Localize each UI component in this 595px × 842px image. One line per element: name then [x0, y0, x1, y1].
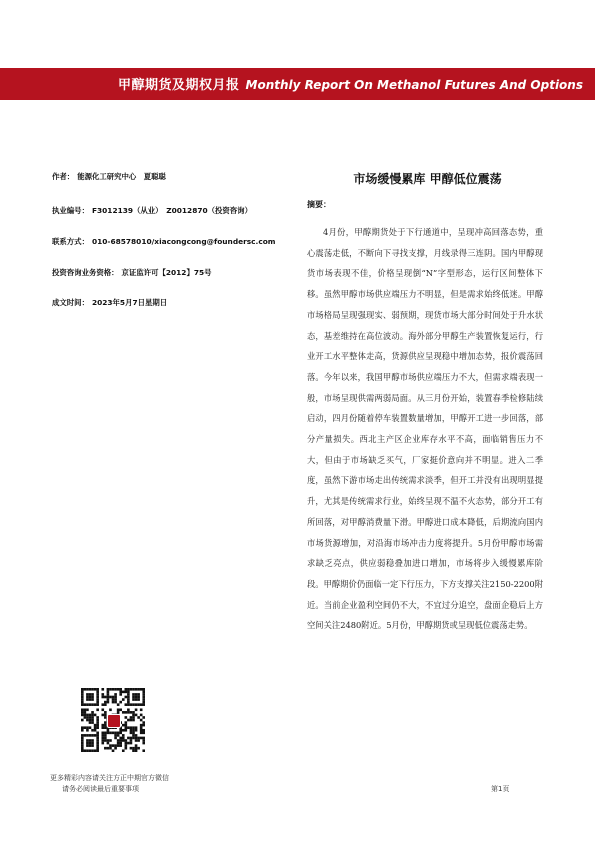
qualification-value: 京证监许可【2012】75号 [121, 268, 212, 277]
contact-label: 联系方式： [52, 237, 89, 246]
banner-title-en: Monthly Report On Methanol Futures And Options [245, 78, 583, 92]
header-banner [0, 68, 595, 100]
author-value: 能源化工研究中心 夏聪聪 [77, 172, 166, 181]
report-title: 市场缓慢累库 甲醇低位震荡 [353, 172, 502, 186]
disclaimer-note: 请务必阅读最后重要事项 [62, 785, 139, 793]
date-label: 成文时间： [52, 298, 89, 307]
page-number: 第1页 [491, 785, 510, 793]
date-value: 2023年5月7日星期日 [91, 298, 168, 307]
license-value: F3012139（从业） Z0012870（投资咨询） [91, 206, 252, 215]
contact-line [52, 236, 276, 247]
abstract-label: 摘要： [307, 200, 331, 209]
license-label: 执业编号： [52, 206, 89, 215]
contact-value: 010-68578010/xiacongcong@foundersc.com [91, 237, 276, 246]
author-label: 作者： [52, 172, 75, 181]
license-line [52, 205, 252, 216]
wechat-note: 更多精彩内容请关注方正中期官方微信 [50, 774, 169, 782]
abstract-text: 4月份，甲醇期货处于下行通道中，呈现冲高回落态势，重心震荡走低，不断向下寻找支撑，月线录得三连阴。国内甲醇现货市场表现不佳，价格呈现倒“N”字型形态，运行区间整体下移。虽然甲醇市场供应端压力不明显，但是需求始终低迷。甲醇市场格局呈现强现实、弱预期，现货市场大部分时间处于升水状态，基差维持在高位波动。海外部分甲醇生产装置恢复运行，行业开工水平整体走高，货源供应呈现稳中增加态势，报价震荡回落。今年以来，我国甲醇市场供应端压力不大，但需求端表现一般，市场呈现供需两弱局面。从三月份开始，装置春季检修陆续启动，四月份随着停车装置数量增加，甲醇开工进一步回落，部分产量损失。西北主产区企业库存水平不高，面临销售压力不大，但由于市场缺乏买气，厂家挺价意向并不明显。进入二季度，虽然下游市场走出传统需求淡季，但开工并没有出现明显提升，尤其是传统需求行业，始终呈现不温不火态势，部分开工有所回落，对甲醇消费量下滑。甲醇进口成本降低，后期流向国内市场货源增加，对沿海市场冲击力度将提升。5月份甲醇市场需求缺乏亮点，供应弱稳叠加进口增加，市场将步入缓慢累库阶段。甲醇期价仍面临一定下行压力，下方支撑关注2150-2200附近。当前企业盈利空间仍不大，不宜过分追空，盘面企稳后上方空间关注2480附近。5月份，甲醇期货或呈现低位震荡走势。 [307, 227, 543, 631]
banner-title-cn: 甲醇期货及期权月报 [118, 78, 240, 93]
qualification-label: 投资咨询业务资格： [52, 268, 119, 277]
qr-code [81, 688, 145, 752]
qualification-line [52, 267, 212, 278]
author-line [52, 171, 166, 182]
date-line [52, 297, 167, 308]
qr-logo-icon [107, 714, 121, 728]
banner-title [118, 68, 583, 100]
